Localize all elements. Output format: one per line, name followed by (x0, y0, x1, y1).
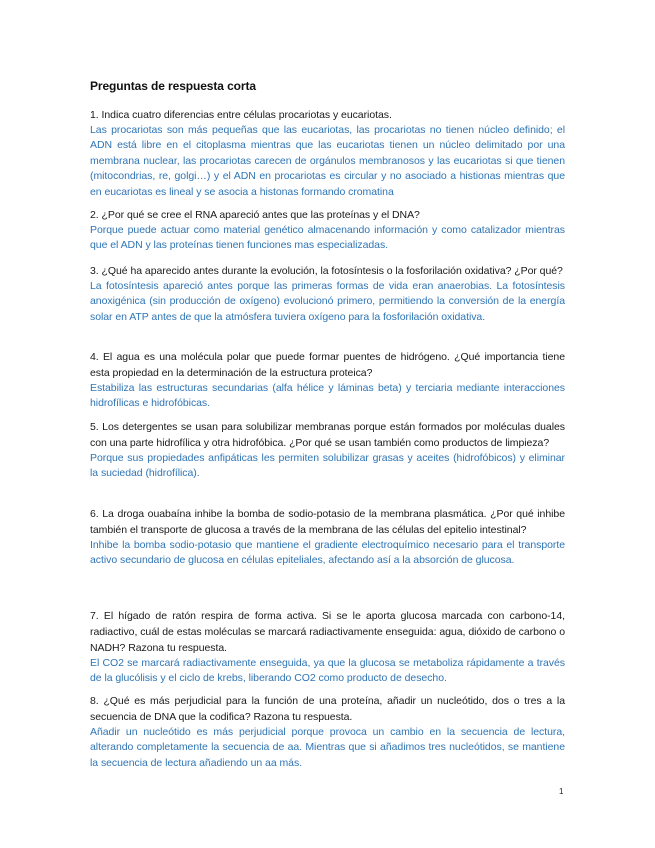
qa-item-8 (90, 693, 565, 771)
page-number: 1 (559, 787, 564, 796)
answer-4: Estabiliza las estructuras secundarias (alfa hélice y láminas beta) y terciaria mediante interacciones hidrofílicas e hidrofóbicas. (90, 382, 565, 410)
qa-item-2 (90, 207, 565, 254)
qa-item-3 (90, 263, 565, 325)
answer-5: Porque sus propiedades anfipáticas les permiten solubilizar grasas y aceites (hidrofóbicos) y eliminar la suciedad (hidrofílica). (90, 452, 565, 480)
answer-2: Porque puede actuar como material genético almacenando información y como catalizador mientras que el ADN y las proteínas tienen funciones mas especializadas. (90, 224, 565, 252)
question-4: 4. El agua es una molécula polar que puede formar puentes de hidrógeno. ¿Qué importancia tiene esta propiedad en la determinación de la estructura proteica? (90, 351, 565, 379)
question-1: 1. Indica cuatro diferencias entre células procariotas y eucariotas. (90, 109, 392, 121)
answer-1: Las procariotas son más pequeñas que las eucariotas, las procariotas no tienen núcleo definido; el ADN está libre en el citoplasma mientras que las eucariotas tienen un núcleo delimitado por una membrana nuclear, las procariotas carecen de orgánulos membranosos y las eucariotas si que tienen (mitocondrias, re, golgi…) y el ADN en procariotas es circular y no asociado a histionas mientras que en eucariotas es lineal y se asocia a histonas formando cromatina (90, 124, 565, 198)
question-6: 6. La droga ouabaína inhibe la bomba de sodio-potasio de la membrana plasmática. ¿Por qué inhibe también el transporte de glucosa a través de la membrana de las células del epitelio intestinal? (90, 508, 565, 536)
answer-8: Añadir un nucleótido es más perjudicial porque provoca un cambio en la secuencia de lectura, alterando completamente la secuencia de aa. Mientras que si añadimos tres nucleótidos, se mantiene la secuencia de lectura añadiendo un aa más. (90, 726, 565, 769)
question-8: 8. ¿Qué es más perjudicial para la función de una proteína, añadir un nucleótido, dos o tres a la secuencia de DNA que la codifica? Razona tu respuesta. (90, 695, 565, 723)
page-title: Preguntas de respuesta corta (90, 79, 256, 93)
qa-item-5 (90, 419, 565, 482)
qa-item-6 (90, 506, 565, 569)
question-7: 7. El hígado de ratón respira de forma activa. Si se le aporta glucosa marcada con carbono-14, radiactivo, cuál de estas moléculas se marcará radiactivamente enseguida: agua, dióxido de carbono o NADH? Razona tu respuesta. (90, 610, 565, 654)
answer-7: El CO2 se marcará radiactivamente enseguida, ya que la glucosa se metaboliza rápidamente a través de la glucólisis y el ciclo de krebs, liberando CO2 como producto de desecho. (90, 657, 565, 685)
question-2: 2. ¿Por qué se cree el RNA apareció antes que las proteínas y el DNA? (90, 209, 420, 221)
question-5: 5. Los detergentes se usan para solubilizar membranas porque están formados por moléculas duales con una parte hidrofílica y otra hidrofóbica. ¿Por qué se usan también como productos de limpieza? (90, 421, 565, 449)
answer-6: Inhibe la bomba sodio-potasio que mantiene el gradiente electroquímico necesario para el transporte activo secundario de glucosa en células epiteliales, afectando así a la absorción de glucosa. (90, 539, 565, 567)
answer-3: La fotosíntesis apareció antes porque las primeras formas de vida eran anaerobias. La fotosíntesis anoxigénica (sin producción de oxígeno) evolucionó primero, permitiendo la conversión de la energía solar en ATP antes de que la atmósfera tuviera oxígeno para la fosforilación oxidativa. (90, 280, 565, 323)
qa-item-4 (90, 349, 565, 412)
question-3: 3. ¿Qué ha aparecido antes durante la evolución, la fotosíntesis o la fosforilación oxidativa? ¿Por qué? (90, 265, 563, 277)
qa-item-7 (90, 608, 565, 687)
qa-item-1 (90, 107, 565, 200)
